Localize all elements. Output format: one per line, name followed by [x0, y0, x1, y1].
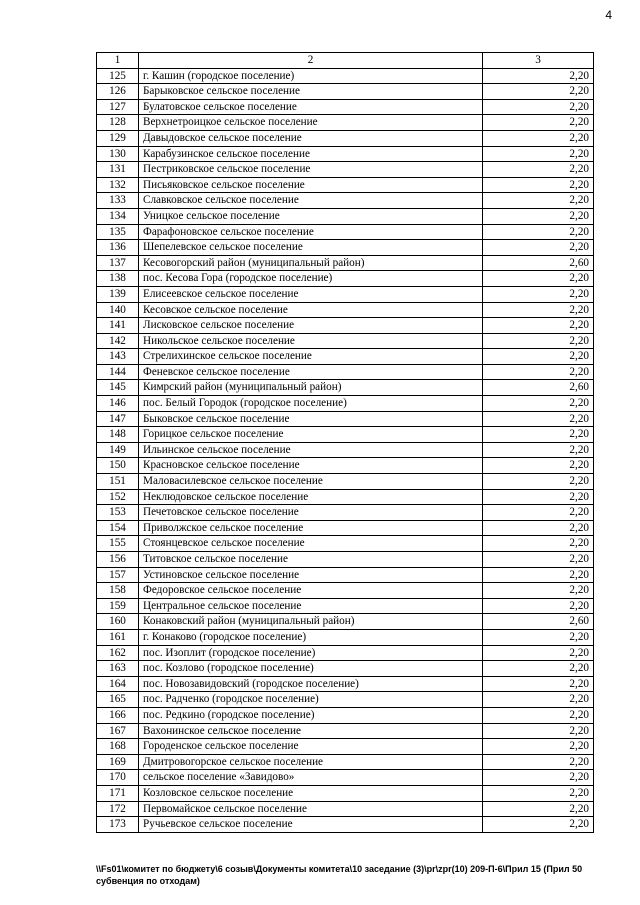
row-name: Карабузинское сельское поселение	[139, 146, 483, 162]
column-header-number: 1	[97, 53, 139, 69]
row-number: 166	[97, 707, 139, 723]
subvention-table	[96, 52, 594, 833]
row-name: Славковское сельское поселение	[139, 193, 483, 209]
row-value: 2,20	[483, 396, 594, 412]
table-row	[97, 676, 594, 692]
row-value: 2,20	[483, 240, 594, 256]
row-number: 134	[97, 208, 139, 224]
row-name: Письяковское сельское поселение	[139, 177, 483, 193]
table-row	[97, 661, 594, 677]
row-name: Красновское сельское поселение	[139, 458, 483, 474]
row-name: Козловское сельское поселение	[139, 785, 483, 801]
row-number: 147	[97, 411, 139, 427]
row-number: 127	[97, 99, 139, 115]
table-row	[97, 115, 594, 131]
row-value: 2,20	[483, 723, 594, 739]
row-number: 132	[97, 177, 139, 193]
table-row	[97, 255, 594, 271]
row-name: Кесовогорский район (муниципальный район)	[139, 255, 483, 271]
row-name: Стрелихинское сельское поселение	[139, 349, 483, 365]
row-value: 2,20	[483, 552, 594, 568]
row-name: пос. Козлово (городское поселение)	[139, 661, 483, 677]
row-name: Стоянцевское сельское поселение	[139, 536, 483, 552]
row-number: 136	[97, 240, 139, 256]
row-name: пос. Новозавидовский (городское поселение)	[139, 676, 483, 692]
row-name: Вахонинское сельское поселение	[139, 723, 483, 739]
row-name: пос. Белый Городок (городское поселение)	[139, 396, 483, 412]
table-row	[97, 380, 594, 396]
table-row	[97, 723, 594, 739]
row-value: 2,20	[483, 302, 594, 318]
table-row	[97, 817, 594, 833]
row-number: 150	[97, 458, 139, 474]
table-row	[97, 427, 594, 443]
table-row	[97, 286, 594, 302]
table-row	[97, 520, 594, 536]
row-value: 2,20	[483, 333, 594, 349]
table-row	[97, 271, 594, 287]
table-row	[97, 99, 594, 115]
row-number: 125	[97, 68, 139, 84]
table-row	[97, 645, 594, 661]
row-value: 2,20	[483, 707, 594, 723]
row-number: 152	[97, 489, 139, 505]
table-row	[97, 707, 594, 723]
table-row	[97, 240, 594, 256]
table-row	[97, 333, 594, 349]
row-number: 149	[97, 442, 139, 458]
row-number: 151	[97, 474, 139, 490]
row-value: 2,20	[483, 349, 594, 365]
table-row	[97, 629, 594, 645]
row-number: 161	[97, 629, 139, 645]
row-number: 154	[97, 520, 139, 536]
row-number: 173	[97, 817, 139, 833]
row-name: Булатовское сельское поселение	[139, 99, 483, 115]
row-name: Барыковское сельское поселение	[139, 84, 483, 100]
table-row	[97, 208, 594, 224]
row-value: 2,20	[483, 458, 594, 474]
row-value: 2,20	[483, 99, 594, 115]
row-value: 2,20	[483, 364, 594, 380]
row-value: 2,20	[483, 739, 594, 755]
row-value: 2,20	[483, 68, 594, 84]
table-row	[97, 801, 594, 817]
row-value: 2,20	[483, 489, 594, 505]
table-row	[97, 754, 594, 770]
table-row	[97, 536, 594, 552]
row-name: Печетовское сельское поселение	[139, 505, 483, 521]
table-row	[97, 614, 594, 630]
table-row	[97, 505, 594, 521]
row-number: 146	[97, 396, 139, 412]
table-row	[97, 177, 594, 193]
row-name: Дмитровогорское сельское поселение	[139, 754, 483, 770]
row-number: 172	[97, 801, 139, 817]
row-number: 133	[97, 193, 139, 209]
table-row	[97, 583, 594, 599]
row-number: 140	[97, 302, 139, 318]
row-name: Ильинское сельское поселение	[139, 442, 483, 458]
table-row	[97, 442, 594, 458]
table-row	[97, 474, 594, 490]
row-name: Конаковский район (муниципальный район)	[139, 614, 483, 630]
row-number: 169	[97, 754, 139, 770]
table-row	[97, 302, 594, 318]
table-row	[97, 364, 594, 380]
row-value: 2,20	[483, 583, 594, 599]
row-name: Первомайское сельское поселение	[139, 801, 483, 817]
row-value: 2,20	[483, 286, 594, 302]
row-number: 129	[97, 130, 139, 146]
row-value: 2,20	[483, 536, 594, 552]
row-number: 156	[97, 552, 139, 568]
row-name: пос. Редкино (городское поселение)	[139, 707, 483, 723]
row-name: Городенское сельское поселение	[139, 739, 483, 755]
table-row	[97, 411, 594, 427]
row-number: 165	[97, 692, 139, 708]
table-row	[97, 770, 594, 786]
row-name: Кесовское сельское поселение	[139, 302, 483, 318]
table-row	[97, 146, 594, 162]
row-name: Федоровское сельское поселение	[139, 583, 483, 599]
row-number: 135	[97, 224, 139, 240]
row-name: Елисеевское сельское поселение	[139, 286, 483, 302]
table-row	[97, 489, 594, 505]
file-path-footer: \\Fs01\комитет по бюджету\6 созыв\Документы комитета\10 заседание (3)\pr\zpr(10) 209-П-6\Прил 15 (Прил 50 субвенция по отходам)	[96, 864, 583, 886]
row-value: 2,60	[483, 614, 594, 630]
row-value: 2,20	[483, 645, 594, 661]
row-name: Быковское сельское поселение	[139, 411, 483, 427]
table-row	[97, 224, 594, 240]
row-number: 155	[97, 536, 139, 552]
row-value: 2,20	[483, 427, 594, 443]
row-name: Центральное сельское поселение	[139, 598, 483, 614]
row-name: пос. Изоплит (городское поселение)	[139, 645, 483, 661]
row-name: Уницкое сельское поселение	[139, 208, 483, 224]
row-value: 2,20	[483, 754, 594, 770]
row-name: Пестриковское сельское поселение	[139, 162, 483, 178]
row-value: 2,20	[483, 84, 594, 100]
row-value: 2,20	[483, 162, 594, 178]
table-row	[97, 162, 594, 178]
row-value: 2,20	[483, 474, 594, 490]
row-value: 2,20	[483, 130, 594, 146]
row-number: 164	[97, 676, 139, 692]
row-number: 126	[97, 84, 139, 100]
row-name: г. Конаково (городское поселение)	[139, 629, 483, 645]
row-value: 2,20	[483, 115, 594, 131]
column-header-value: 3	[483, 53, 594, 69]
row-value: 2,20	[483, 177, 594, 193]
row-number: 170	[97, 770, 139, 786]
row-number: 163	[97, 661, 139, 677]
row-value: 2,20	[483, 520, 594, 536]
row-number: 168	[97, 739, 139, 755]
row-name: Горицкое сельское поселение	[139, 427, 483, 443]
row-name: Титовское сельское поселение	[139, 552, 483, 568]
row-value: 2,20	[483, 629, 594, 645]
row-number: 160	[97, 614, 139, 630]
row-name: Никольское сельское поселение	[139, 333, 483, 349]
row-number: 144	[97, 364, 139, 380]
table-row	[97, 552, 594, 568]
table-row	[97, 785, 594, 801]
row-number: 158	[97, 583, 139, 599]
table-row	[97, 193, 594, 209]
row-value: 2,60	[483, 255, 594, 271]
table-row	[97, 68, 594, 84]
row-number: 145	[97, 380, 139, 396]
row-value: 2,20	[483, 676, 594, 692]
row-value: 2,20	[483, 208, 594, 224]
row-value: 2,20	[483, 598, 594, 614]
row-name: Фарафоновское сельское поселение	[139, 224, 483, 240]
table-row	[97, 130, 594, 146]
row-number: 153	[97, 505, 139, 521]
row-value: 2,20	[483, 801, 594, 817]
row-name: Феневское сельское поселение	[139, 364, 483, 380]
row-value: 2,20	[483, 505, 594, 521]
row-value: 2,20	[483, 193, 594, 209]
row-number: 167	[97, 723, 139, 739]
table-row	[97, 598, 594, 614]
table-row	[97, 458, 594, 474]
row-name: Лисковское сельское поселение	[139, 318, 483, 334]
row-number: 148	[97, 427, 139, 443]
table-row	[97, 84, 594, 100]
table-row	[97, 349, 594, 365]
page-number: 4	[605, 8, 612, 22]
row-number: 171	[97, 785, 139, 801]
row-name: Верхнетроицкое сельское поселение	[139, 115, 483, 131]
row-number: 162	[97, 645, 139, 661]
row-number: 128	[97, 115, 139, 131]
row-value: 2,20	[483, 770, 594, 786]
row-number: 159	[97, 598, 139, 614]
table-row	[97, 567, 594, 583]
row-name: Шепелевское сельское поселение	[139, 240, 483, 256]
row-number: 137	[97, 255, 139, 271]
table-row	[97, 318, 594, 334]
table-body	[97, 68, 594, 832]
row-name: Неклюдовское сельское поселение	[139, 489, 483, 505]
row-value: 2,20	[483, 817, 594, 833]
row-value: 2,20	[483, 411, 594, 427]
row-value: 2,20	[483, 442, 594, 458]
row-value: 2,20	[483, 567, 594, 583]
row-value: 2,20	[483, 785, 594, 801]
row-value: 2,60	[483, 380, 594, 396]
row-number: 141	[97, 318, 139, 334]
row-name: пос. Радченко (городское поселение)	[139, 692, 483, 708]
row-number: 131	[97, 162, 139, 178]
table-row	[97, 692, 594, 708]
row-name: пос. Кесова Гора (городское поселение)	[139, 271, 483, 287]
row-number: 142	[97, 333, 139, 349]
row-value: 2,20	[483, 661, 594, 677]
column-header-name: 2	[139, 53, 483, 69]
row-number: 139	[97, 286, 139, 302]
row-name: Приволжское сельское поселение	[139, 520, 483, 536]
row-number: 130	[97, 146, 139, 162]
row-number: 143	[97, 349, 139, 365]
header-row	[97, 53, 594, 69]
row-name: Давыдовское сельское поселение	[139, 130, 483, 146]
row-name: сельское поселение «Завидово»	[139, 770, 483, 786]
row-value: 2,20	[483, 271, 594, 287]
row-name: г. Кашин (городское поселение)	[139, 68, 483, 84]
row-number: 138	[97, 271, 139, 287]
row-name: Кимрский район (муниципальный район)	[139, 380, 483, 396]
row-value: 2,20	[483, 318, 594, 334]
table-row	[97, 739, 594, 755]
row-value: 2,20	[483, 224, 594, 240]
row-name: Ручьевское сельское поселение	[139, 817, 483, 833]
row-name: Маловасилевское сельское поселение	[139, 474, 483, 490]
row-number: 157	[97, 567, 139, 583]
table-row	[97, 396, 594, 412]
row-name: Устиновское сельское поселение	[139, 567, 483, 583]
row-value: 2,20	[483, 692, 594, 708]
row-value: 2,20	[483, 146, 594, 162]
